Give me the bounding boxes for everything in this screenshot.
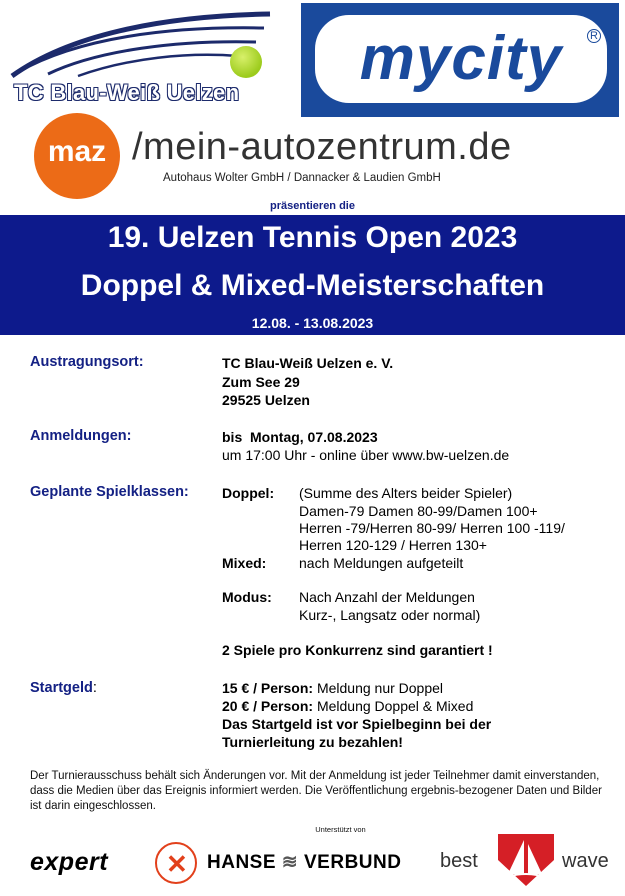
hanse-word: HANSE bbox=[207, 852, 277, 873]
registration-prefix: bis bbox=[222, 429, 243, 445]
doppel-line: Damen-79 Damen 80-99/Damen 100+ bbox=[299, 503, 538, 519]
fee-label-text: Startgeld bbox=[30, 680, 93, 696]
fee-amount: 15 € / Person: bbox=[222, 680, 314, 696]
registered-mark: R bbox=[587, 29, 601, 43]
tournament-title: 19. Uelzen Tennis Open 2023 bbox=[107, 221, 518, 254]
hanse-emblem-icon: ✕ bbox=[155, 842, 197, 884]
registration-label: Anmeldungen: bbox=[30, 428, 132, 444]
verbund-word: VERBUND bbox=[304, 852, 402, 873]
venue-line: 29525 Uelzen bbox=[222, 392, 310, 408]
tournament-subtitle: Doppel & Mixed-Meisterschaften bbox=[80, 269, 545, 302]
fee-label-colon: : bbox=[92, 680, 97, 696]
mycity-wordmark: mycity bbox=[359, 24, 563, 93]
maz-url: /mein-autozentrum.de bbox=[132, 126, 512, 168]
mixed-text: nach Meldungen aufgeteilt bbox=[299, 555, 464, 571]
modus-line: Kurz-, Langsatz oder normal) bbox=[299, 607, 481, 623]
guarantee-text: 2 Spiele pro Konkurrenz sind garantiert ! bbox=[222, 642, 493, 658]
doppel-label: Doppel: bbox=[222, 485, 275, 501]
hanse-verbund-logo bbox=[155, 842, 402, 884]
maz-wordmark: maz bbox=[47, 135, 107, 168]
tournament-dates: 12.08. - 13.08.2023 bbox=[251, 315, 374, 331]
fee-note: Das Startgeld ist vor Spielbeginn bei der bbox=[222, 716, 492, 732]
fee-desc: Meldung Doppel & Mixed bbox=[316, 698, 474, 714]
doppel-line: Herren -79/Herren 80-99/ Herren 100 -119/ bbox=[299, 520, 565, 536]
fee-amount: 20 € / Person: bbox=[222, 698, 314, 714]
fee-label bbox=[30, 680, 97, 696]
club-name: TC Blau-Weiß Uelzen bbox=[14, 80, 240, 105]
club-logo bbox=[8, 6, 278, 106]
mycity-logo bbox=[301, 3, 619, 117]
doppel-line: Herren 120-129 / Herren 130+ bbox=[299, 537, 487, 553]
venue-line: Zum See 29 bbox=[222, 374, 300, 390]
hanse-verbund-wordmark bbox=[207, 851, 401, 874]
wave-word: wave bbox=[562, 850, 609, 872]
modus-label: Modus: bbox=[222, 589, 272, 605]
presents-text: präsentieren die bbox=[270, 200, 355, 212]
wave-separator-icon: ≋ bbox=[281, 852, 299, 873]
fee-desc: Meldung nur Doppel bbox=[316, 680, 444, 696]
fee-line bbox=[222, 680, 443, 696]
expert-logo: expert bbox=[30, 848, 109, 876]
disclaimer-text: Der Turnierausschuss behält sich Änderungen vor. Mit der Anmeldung ist jeder Teilnehmer damit einverstanden, dass die Medien über das Ereignis informiert werden. Die Veröffentlichung ergebnis-bezogener Daten und Bilder ist darin eingeschlossen. bbox=[30, 770, 602, 812]
mixed-label: Mixed: bbox=[222, 555, 267, 571]
maz-subtitle: Autohaus Wolter GmbH / Dannacker & Laudien GmbH bbox=[163, 172, 441, 184]
best-word: best bbox=[440, 850, 478, 872]
supported-by-label: Unterstützt von bbox=[315, 825, 366, 834]
maz-logo bbox=[34, 113, 120, 199]
modus-line: Nach Anzahl der Meldungen bbox=[299, 589, 475, 605]
sailboat-icon bbox=[494, 830, 558, 890]
fee-line bbox=[222, 698, 473, 714]
venue-line: TC Blau-Weiß Uelzen e. V. bbox=[222, 355, 394, 371]
fee-note: Turnierleitung zu bezahlen! bbox=[222, 734, 403, 750]
tennis-ball-icon bbox=[230, 46, 262, 78]
registration-deadline bbox=[222, 429, 378, 445]
classes-label: Geplante Spielklassen: bbox=[30, 484, 189, 500]
mycity-logo-panel bbox=[315, 15, 607, 103]
title-banner bbox=[0, 215, 625, 335]
bestwave-logo bbox=[440, 830, 610, 890]
registration-online: um 17:00 Uhr - online über www.bw-uelzen.de bbox=[222, 447, 510, 463]
registration-date: Montag, 07.08.2023 bbox=[250, 429, 378, 445]
venue-label: Austragungsort: bbox=[30, 354, 144, 370]
doppel-line: (Summe des Alters beider Spieler) bbox=[299, 485, 513, 501]
